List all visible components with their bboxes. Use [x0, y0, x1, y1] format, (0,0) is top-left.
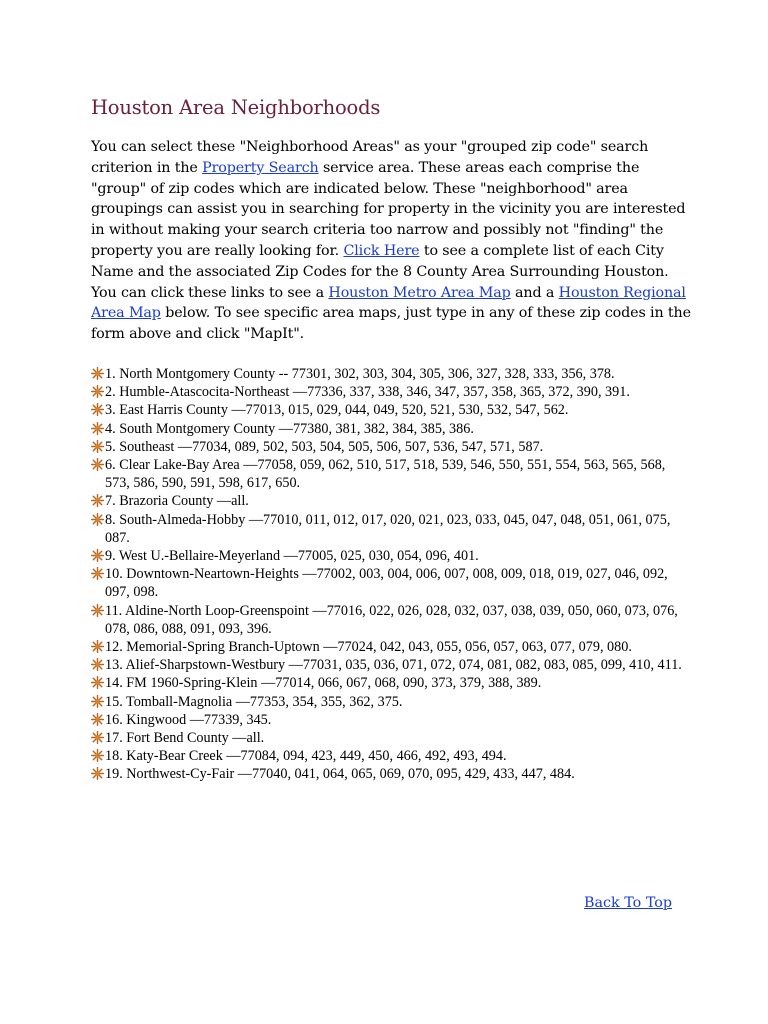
list-item: [91, 729, 686, 747]
click-here-link[interactable]: Click Here: [343, 242, 420, 259]
property-search-link[interactable]: Property Search: [202, 159, 319, 176]
starburst-bullet-icon: [91, 367, 104, 380]
area-text: 18. Katy-Bear Creek —77084, 094, 423, 449, 450, 466, 492, 493, 494.: [105, 748, 507, 765]
intro-text: You can select these "Neighborhood Areas" as your "grouped zip code" search criterion in the: [91, 139, 649, 176]
starburst-bullet-icon: [91, 658, 104, 671]
page-title: Houston Area Neighborhoods: [91, 96, 381, 119]
area-text: 8. South-Almeda-Hobby —77010, 011, 012, 017, 020, 021, 023, 033, 045, 047, 048, 051, 061, 075, 087.: [105, 511, 671, 546]
list-item: [91, 511, 686, 547]
list-item: [91, 547, 686, 565]
starburst-bullet-icon: [91, 749, 104, 762]
starburst-bullet-icon: [91, 403, 104, 416]
starburst-bullet-icon: [91, 549, 104, 562]
list-item: [91, 747, 686, 765]
list-item: [91, 602, 686, 638]
starburst-bullet-icon: [91, 695, 104, 708]
list-item: [91, 383, 686, 401]
area-text: 11. Aldine-North Loop-Greenspoint —77016, 022, 026, 028, 032, 037, 038, 039, 050, 060, 073, 076, 078, 086, 088, 091, 093, 396.: [105, 602, 678, 637]
intro-text: service area. These areas each comprise the "group" of zip codes which are indicated below. These "neighborhood" area groupings can assist you in searching for property in the vicinity you are interested in without making your search criteria too narrow and possibly not "finding" the property you are really looking for.: [91, 159, 686, 259]
intro-text: and a: [510, 284, 559, 301]
starburst-bullet-icon: [91, 513, 104, 526]
document-page: [91, 96, 691, 784]
list-item: [91, 656, 686, 674]
starburst-bullet-icon: [91, 640, 104, 653]
list-item: [91, 765, 686, 783]
area-text: 3. East Harris County —77013, 015, 029, 044, 049, 520, 521, 530, 532, 547, 562.: [105, 402, 569, 419]
starburst-bullet-icon: [91, 422, 104, 435]
starburst-bullet-icon: [91, 604, 104, 617]
area-text: 5. Southeast —77034, 089, 502, 503, 504, 505, 506, 507, 536, 547, 571, 587.: [105, 438, 544, 455]
starburst-bullet-icon: [91, 731, 104, 744]
list-item: [91, 565, 686, 601]
starburst-bullet-icon: [91, 676, 104, 689]
area-text: 7. Brazoria County —all.: [105, 493, 249, 510]
intro-text: below. To see specific area maps, just type in any of these zip codes in the form above and click "MapIt".: [91, 305, 691, 343]
area-text: 10. Downtown-Neartown-Heights —77002, 003, 004, 006, 007, 008, 009, 018, 019, 027, 046, 092, 097, 098.: [105, 566, 668, 601]
starburst-bullet-icon: [91, 458, 104, 471]
area-text: 16. Kingwood —77339, 345.: [105, 711, 272, 728]
starburst-bullet-icon: [91, 767, 104, 780]
area-text: 1. North Montgomery County -- 77301, 302, 303, 304, 305, 306, 327, 328, 333, 356, 378.: [105, 365, 615, 382]
houston-metro-area-map-link[interactable]: Houston Metro Area Map: [328, 284, 511, 301]
list-item: [91, 365, 686, 383]
list-item: [91, 711, 686, 729]
starburst-bullet-icon: [91, 385, 104, 398]
intro-text: to see a complete list of each City Name and the associated Zip Codes for the 8 County Area Surrounding Houston. You can click these links to see a: [91, 242, 669, 301]
back-to-top-link[interactable]: Back To Top: [584, 895, 673, 911]
list-item: [91, 401, 686, 419]
area-text: 15. Tomball-Magnolia —77353, 354, 355, 362, 375.: [105, 693, 403, 710]
area-text: 6. Clear Lake-Bay Area —77058, 059, 062, 510, 517, 518, 539, 546, 550, 551, 554, 563, 565, 568, 573, 586, 590, 591, 598, 617, 650.: [105, 456, 666, 492]
starburst-bullet-icon: [91, 713, 104, 726]
list-item: [91, 693, 686, 711]
area-text: 14. FM 1960-Spring-Klein —77014, 066, 067, 068, 090, 373, 379, 388, 389.: [105, 675, 542, 692]
list-item: [91, 456, 686, 492]
list-item: [91, 420, 686, 438]
list-item: [91, 638, 686, 656]
neighborhood-areas-list: [91, 365, 686, 784]
area-text: 19. Northwest-Cy-Fair —77040, 041, 064, 065, 069, 070, 095, 429, 433, 447, 484.: [105, 766, 575, 783]
houston-regional-area-map-link[interactable]: Houston Regional Area Map: [91, 284, 686, 322]
area-text: 12. Memorial-Spring Branch-Uptown —77024, 042, 043, 055, 056, 057, 063, 077, 079, 080.: [105, 639, 632, 656]
area-text: 13. Alief-Sharpstown-Westbury —77031, 035, 036, 071, 072, 074, 081, 082, 083, 085, 099, 410, 411.: [105, 657, 682, 674]
area-text: 2. Humble-Atascocita-Northeast —77336, 337, 338, 346, 347, 357, 358, 365, 372, 390, 391.: [105, 384, 630, 401]
area-text: 17. Fort Bend County —all.: [105, 730, 265, 747]
area-text: 4. South Montgomery County —77380, 381, 382, 384, 385, 386.: [105, 420, 474, 437]
list-item: [91, 492, 686, 510]
list-item: [91, 674, 686, 692]
intro-paragraph: [91, 137, 691, 345]
starburst-bullet-icon: [91, 440, 104, 453]
list-item: [91, 438, 686, 456]
starburst-bullet-icon: [91, 494, 104, 507]
area-text: 9. West U.-Bellaire-Meyerland —77005, 025, 030, 054, 096, 401.: [105, 548, 479, 564]
starburst-bullet-icon: [91, 567, 104, 580]
